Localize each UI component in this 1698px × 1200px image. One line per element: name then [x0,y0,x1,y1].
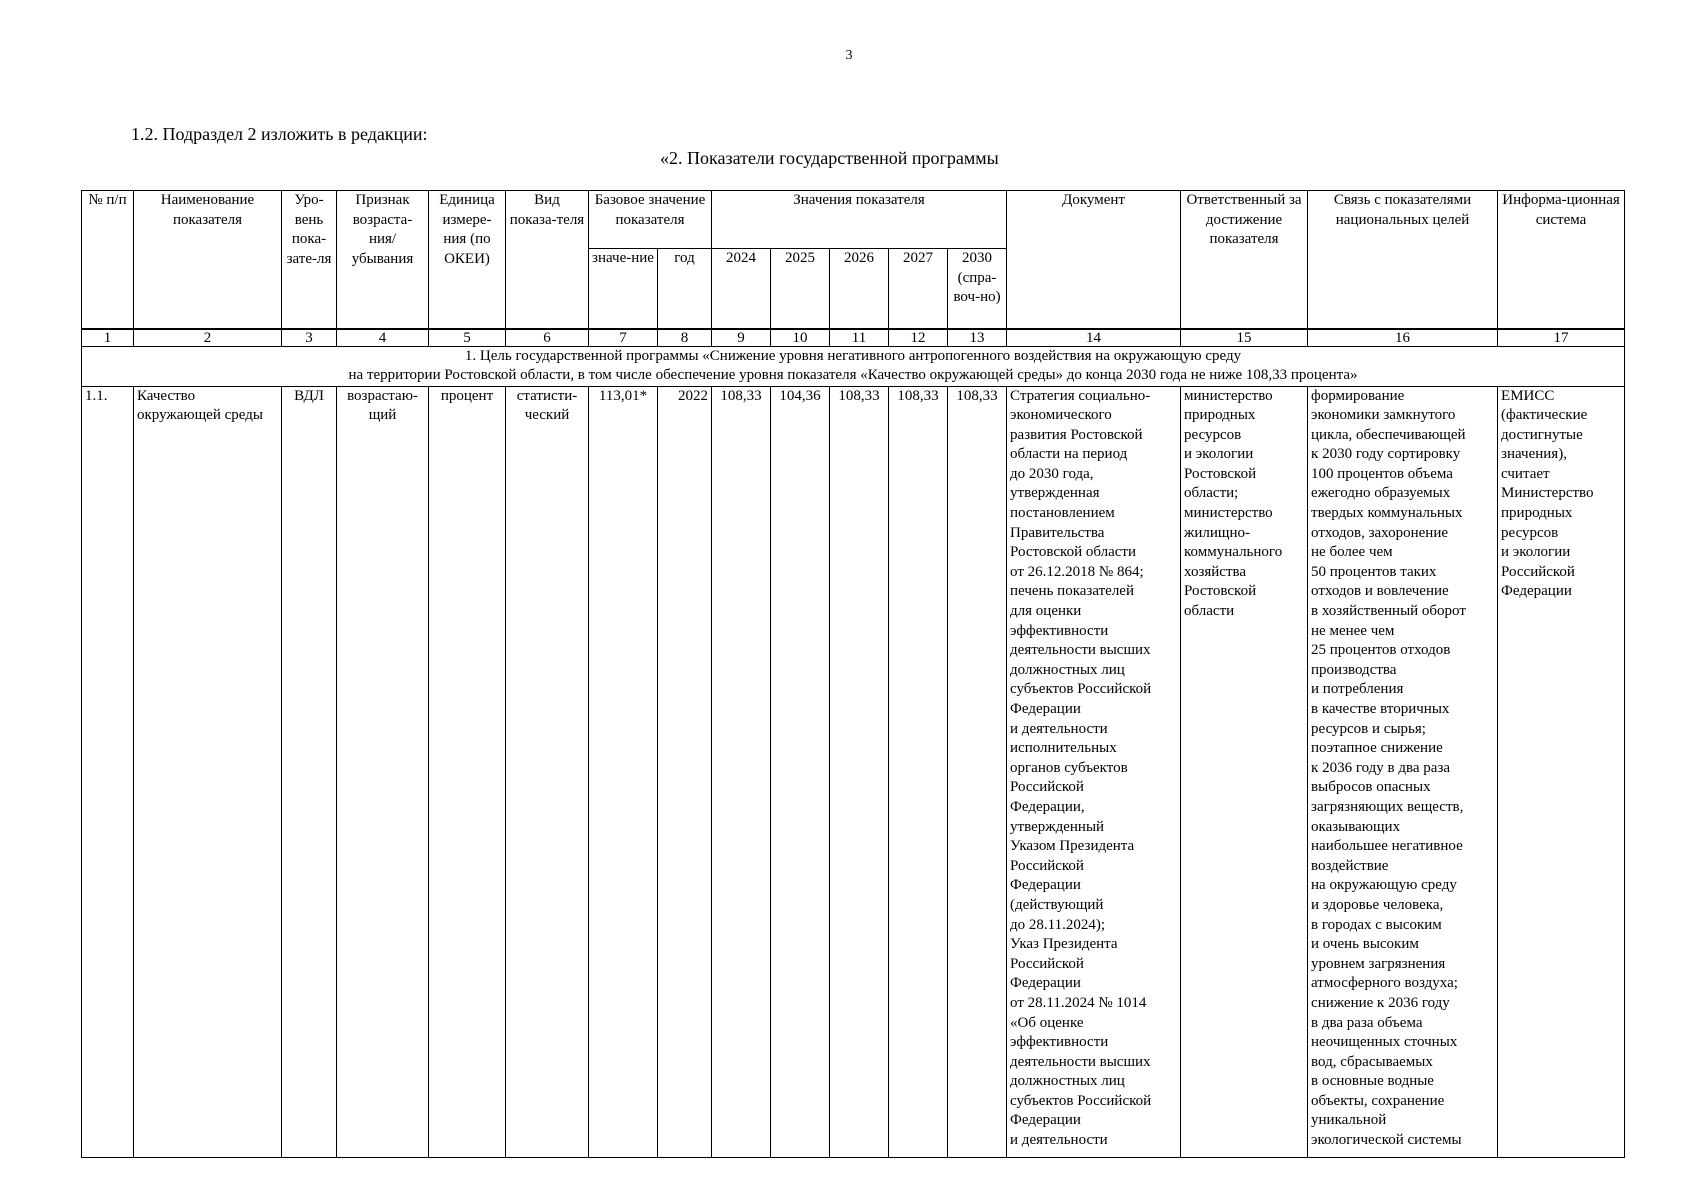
column-number: 6 [506,329,589,347]
column-number: 7 [589,329,658,347]
header-base: Базовое значение показателя [589,191,712,249]
row-value-2027: 108,33 [889,386,948,1158]
column-number: 11 [830,329,889,347]
column-number: 10 [771,329,830,347]
header-type: Вид показа-теля [506,191,589,329]
header-link: Связь с показателями национальных целей [1308,191,1498,329]
header-document: Документ [1007,191,1181,329]
header-year-2024: 2024 [712,249,771,329]
header-responsible: Ответственный за достижение показателя [1181,191,1308,329]
header-year-2027: 2027 [889,249,948,329]
column-number: 17 [1498,329,1625,347]
column-number: 3 [282,329,337,347]
header-values: Значения показателя [712,191,1007,249]
header-base-year: год [658,249,712,329]
column-number: 12 [889,329,948,347]
row-level: ВДЛ [282,386,337,1158]
row-num: 1.1. [82,386,134,1158]
header-unit: Единица измере-ния (по ОКЕИ) [429,191,506,329]
row-system: ЕМИСС (фактические достигнутые значения), считает Министерство природных ресурсов и экологии Российской Федерации [1498,386,1625,1158]
goal-line-2: на территории Ростовской области, в том числе обеспечение уровня показателя «Качество окружающей среды» до конца 2030 года не ниже 108,33 процента» [348,366,1358,383]
row-type: статисти-ческий [506,386,589,1158]
column-number: 1 [82,329,134,347]
row-unit: процент [429,386,506,1158]
column-number: 8 [658,329,712,347]
column-number: 2 [134,329,282,347]
header-level: Уро-вень пока-зате-ля [282,191,337,329]
header-name: Наименование показателя [134,191,282,329]
column-number: 14 [1007,329,1181,347]
column-number: 16 [1308,329,1498,347]
column-number: 4 [337,329,429,347]
header-year-2030: 2030 (спра-воч-но) [948,249,1007,329]
intro-text: 1.2. Подраздел 2 изложить в редакции: [131,124,428,144]
row-value-2025: 104,36 [771,386,830,1158]
row-value-2026: 108,33 [830,386,889,1158]
table-row [82,386,1625,1158]
header-system: Информа-ционная система [1498,191,1625,329]
row-document: Стратегия социально- экономического развития Ростовской области на период до 2030 года, утвержденная постановлением Правительства Ростовской области от 26.12.2018 № 864; печень показателей для оценки эффективности деятельности высших должностных лиц субъектов Российской Федерации и деятельности исполнительных органов субъектов Российской Федерации, утвержденный Указом Президента Российской Федерации (действующий до 28.11.2024); Указ Президента Российской Федерации от 28.11.2024 № 1014 «Об оценке эффективности деятельности высших должностных лиц субъектов Российской Федерации и деятельности [1007,386,1181,1158]
row-trend: возрастаю-щий [337,386,429,1158]
row-base-value: 113,01* [589,386,658,1158]
goal-line-1: 1. Цель государственной программы «Снижение уровня негативного антропогенного воздействия на окружающую среду [464,347,1242,364]
row-value-2024: 108,33 [712,386,771,1158]
row-name: Качество окружающей среды [134,386,282,1158]
row-value-2030: 108,33 [948,386,1007,1158]
row-base-year: 2022 [658,386,712,1158]
header-trend: Признак возраста-ния/ убывания [337,191,429,329]
indicators-table [81,190,1625,1158]
header-year-2026: 2026 [830,249,889,329]
goal-row [82,346,1625,386]
header-year-2025: 2025 [771,249,830,329]
column-number: 9 [712,329,771,347]
row-link: формирование экономики замкнутого цикла, обеспечивающей к 2030 году сортировку 100 процентов объема ежегодно образуемых твердых коммунальных отходов, захоронение не более чем 50 процентов таких отходов и вовлечение в хозяйственный оборот не менее чем 25 процентов отходов производства и потребления в качестве вторичных ресурсов и сырья; поэтапное снижение к 2036 году в два раза выбросов опасных загрязняющих веществ, оказывающих наибольшее негативное воздействие на окружающую среду и здоровье человека, в городах с высоким и очень высоким уровнем загрязнения атмосферного воздуха; снижение к 2036 году в два раза объема неочищенных сточных вод, сбрасываемых в основные водные объекты, сохранение уникальной экологической системы [1308,386,1498,1158]
column-number: 5 [429,329,506,347]
column-number: 13 [948,329,1007,347]
section-title: «2. Показатели государственной программы [660,148,999,168]
header-base-value: значе-ние [589,249,658,329]
page-number: 3 [845,48,853,63]
column-number: 15 [1181,329,1308,347]
row-responsible: министерство природных ресурсов и экологии Ростовской области; министерство жилищно- коммунального хозяйства Ростовской области [1181,386,1308,1158]
header-num: № п/п [82,191,134,329]
